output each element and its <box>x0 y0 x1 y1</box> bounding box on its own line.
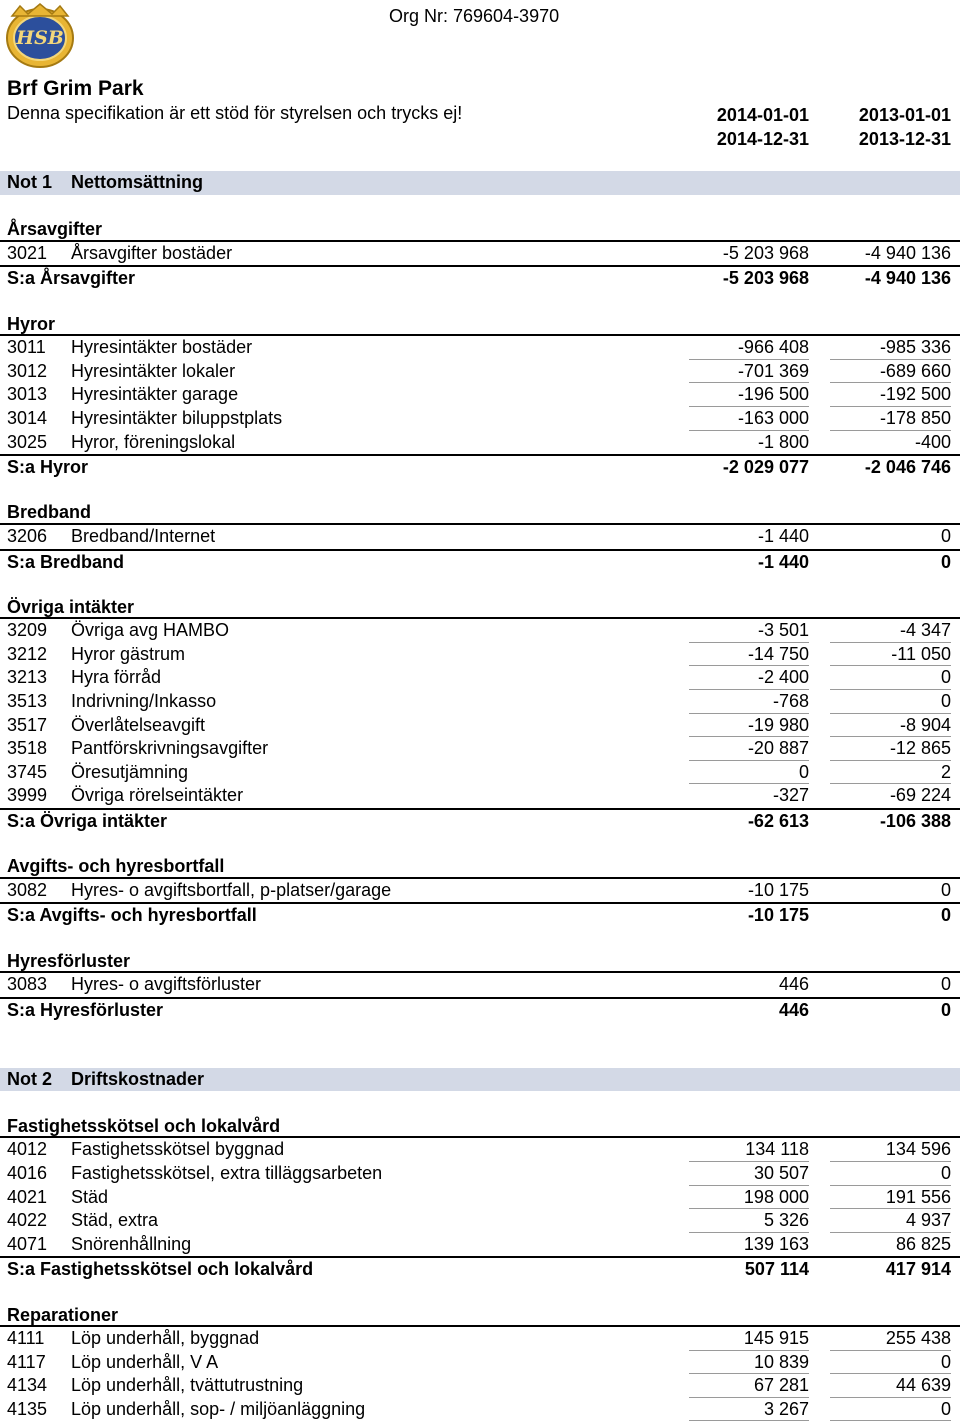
account-row <box>0 1374 960 1398</box>
account-description: Hyres- o avgiftsbortfall, p-platser/garage <box>71 879 392 900</box>
prior-value: 44 639 <box>895 1375 951 1396</box>
account-row <box>0 879 960 903</box>
period-current <box>669 103 809 151</box>
account-code: 3213 <box>7 667 48 688</box>
account-description: Hyresintäkter garage <box>71 384 239 405</box>
sum-row <box>0 902 960 926</box>
sum-label: S:a Övriga intäkter <box>7 811 168 832</box>
specification-table <box>0 171 960 1421</box>
spacer-row <box>0 1091 960 1115</box>
prior-value: -11 050 <box>891 643 951 664</box>
spacer-row <box>0 1044 960 1068</box>
section-heading <box>0 950 960 974</box>
period-prior-end: 2013-12-31 <box>858 129 951 149</box>
current-value: -966 408 <box>737 337 809 358</box>
current-value: 30 507 <box>753 1162 809 1183</box>
section-heading <box>0 1115 960 1139</box>
sum-row <box>0 454 960 478</box>
account-code: 3083 <box>7 974 48 995</box>
account-row <box>0 1138 960 1162</box>
account-row <box>0 1209 960 1233</box>
spacer-row <box>0 289 960 313</box>
sum-row <box>0 549 960 573</box>
account-row <box>0 1327 960 1351</box>
note-number: Not 1 <box>7 172 52 192</box>
account-description: Fastighetsskötsel, extra tilläggsarbeten <box>71 1162 383 1183</box>
account-row <box>0 431 960 455</box>
account-description: Städ, extra <box>71 1210 159 1231</box>
sum-current-value: -5 203 968 <box>722 268 809 289</box>
account-description: Hyra förråd <box>71 667 162 688</box>
value-underline <box>689 1420 809 1421</box>
prior-value: 4 937 <box>905 1210 951 1231</box>
account-row <box>0 242 960 266</box>
association-name: Brf Grim Park <box>7 77 144 100</box>
prior-value: 0 <box>940 691 951 712</box>
section-title: Fastighetsskötsel och lokalvård <box>7 1115 281 1136</box>
account-row <box>0 1233 960 1257</box>
spacer-row <box>0 832 960 856</box>
sum-prior-value: -4 940 136 <box>864 268 951 289</box>
account-code: 4134 <box>7 1375 48 1396</box>
account-row <box>0 336 960 360</box>
section-title: Hyror <box>7 313 56 334</box>
current-value: 134 118 <box>745 1139 809 1160</box>
account-code: 4016 <box>7 1162 48 1183</box>
note-number: Not 2 <box>7 1068 52 1089</box>
spacer-row <box>0 195 960 219</box>
account-code: 4071 <box>7 1233 48 1254</box>
note-title: Driftskostnader <box>71 1068 205 1089</box>
hsb-logo <box>2 2 78 72</box>
account-code: 3206 <box>7 525 48 546</box>
section-title: Avgifts- och hyresbortfall <box>7 856 225 877</box>
prior-value: 0 <box>940 879 951 900</box>
account-code: 4021 <box>7 1186 48 1207</box>
section-heading <box>0 1304 960 1328</box>
sum-row <box>0 997 960 1021</box>
section-heading <box>0 596 960 620</box>
prior-value: -178 850 <box>879 407 951 428</box>
prior-value: 2 <box>940 761 951 782</box>
current-value: -19 980 <box>747 714 809 735</box>
current-value: 3 267 <box>763 1398 809 1419</box>
account-row <box>0 1162 960 1186</box>
account-code: 3745 <box>7 761 48 782</box>
current-value: 446 <box>778 974 809 995</box>
account-row <box>0 761 960 785</box>
note-title: Nettomsättning <box>71 172 203 192</box>
period-current-start: 2014-01-01 <box>716 105 809 125</box>
section-title: Bredband <box>7 502 92 523</box>
section-title: Övriga intäkter <box>7 596 135 617</box>
spacer-row <box>0 1280 960 1304</box>
sum-prior-value: 0 <box>940 999 951 1020</box>
account-row <box>0 1398 960 1422</box>
account-description: Indrivning/Inkasso <box>71 691 217 712</box>
account-code: 3011 <box>7 337 46 358</box>
current-value: -1 800 <box>757 431 809 452</box>
prior-value: -12 865 <box>889 738 951 759</box>
account-description: Hyresintäkter lokaler <box>71 360 236 381</box>
current-value: 10 839 <box>753 1351 809 1372</box>
note-header <box>0 171 960 195</box>
sum-label: S:a Avgifts- och hyresbortfall <box>7 905 257 926</box>
account-description: Hyror gästrum <box>71 643 186 664</box>
period-prior-start: 2013-01-01 <box>858 105 951 125</box>
sum-prior-value: 0 <box>940 551 951 572</box>
prior-value: -985 336 <box>879 337 951 358</box>
account-row <box>0 383 960 407</box>
account-description: Löp underhåll, sop- / miljöanläggning <box>71 1398 366 1419</box>
account-description: Pantförskrivningsavgifter <box>71 738 269 759</box>
account-description: Övriga avg HAMBO <box>71 620 230 641</box>
account-description: Hyres- o avgiftsförluster <box>71 974 262 995</box>
account-code: 3082 <box>7 879 48 900</box>
account-description: Bredband/Internet <box>71 525 216 546</box>
current-value: -3 501 <box>757 620 809 641</box>
current-value: -2 400 <box>757 667 809 688</box>
current-value: 0 <box>798 761 809 782</box>
disclaimer-text: Denna specifikation är ett stöd för styrelsen och trycks ej! <box>7 103 463 123</box>
section-heading <box>0 855 960 879</box>
account-description: Hyresintäkter bostäder <box>71 337 253 358</box>
account-row <box>0 666 960 690</box>
sum-row <box>0 265 960 289</box>
current-value: 145 915 <box>743 1328 809 1349</box>
org-number: Org Nr: 769604-3970 <box>389 6 560 26</box>
account-description: Hyror, föreningslokal <box>71 431 236 452</box>
current-value: -163 000 <box>737 407 809 428</box>
account-row <box>0 643 960 667</box>
current-value: 5 326 <box>763 1210 809 1231</box>
section-heading <box>0 218 960 242</box>
account-description: Städ <box>71 1186 109 1207</box>
account-code: 3513 <box>7 691 48 712</box>
section-title: Hyresförluster <box>7 950 131 971</box>
current-value: 67 281 <box>753 1375 809 1396</box>
prior-value: 0 <box>940 667 951 688</box>
account-code: 4022 <box>7 1210 48 1231</box>
account-row <box>0 784 960 808</box>
account-row <box>0 714 960 738</box>
current-value: -768 <box>772 691 809 712</box>
prior-value: 0 <box>940 525 951 546</box>
account-description: Årsavgifter bostäder <box>71 242 233 263</box>
section-title: Årsavgifter <box>7 219 103 240</box>
account-description: Snörenhållning <box>71 1233 192 1254</box>
account-code: 3209 <box>7 620 48 641</box>
account-description: Övriga rörelseintäkter <box>71 785 244 806</box>
account-code: 3021 <box>7 242 48 263</box>
account-code: 3012 <box>7 360 48 381</box>
account-code: 3025 <box>7 431 48 452</box>
account-description: Löp underhåll, byggnad <box>71 1328 260 1349</box>
account-description: Överlåtelseavgift <box>71 714 206 735</box>
value-underline <box>830 1420 951 1421</box>
prior-value: 191 556 <box>885 1186 951 1207</box>
section-heading <box>0 313 960 337</box>
account-code: 4111 <box>7 1328 45 1349</box>
account-description: Fastighetsskötsel byggnad <box>71 1139 285 1160</box>
prior-value: -4 347 <box>899 620 951 641</box>
section-title: Reparationer <box>7 1304 119 1325</box>
prior-value: 86 825 <box>895 1233 951 1254</box>
sum-label: S:a Bredband <box>7 551 125 572</box>
spacer-row <box>0 478 960 502</box>
account-code: 3014 <box>7 407 48 428</box>
current-value: -14 750 <box>747 643 809 664</box>
prior-value: 255 438 <box>885 1328 951 1349</box>
section-heading <box>0 501 960 525</box>
account-row <box>0 360 960 384</box>
sum-current-value: -2 029 077 <box>722 457 809 478</box>
account-row <box>0 690 960 714</box>
account-code: 4012 <box>7 1139 48 1160</box>
account-row <box>0 973 960 997</box>
prior-value: 0 <box>940 1398 951 1419</box>
account-description: Hyresintäkter biluppstplats <box>71 407 283 428</box>
account-code: 3212 <box>7 643 48 664</box>
sum-prior-value: -2 046 746 <box>864 457 951 478</box>
sum-current-value: -62 613 <box>747 811 809 832</box>
account-code: 3518 <box>7 738 48 759</box>
account-row <box>0 525 960 549</box>
prior-value: 0 <box>940 1351 951 1372</box>
current-value: 198 000 <box>743 1186 809 1207</box>
account-code: 3517 <box>7 714 48 735</box>
current-value: -701 369 <box>737 360 809 381</box>
account-description: Löp underhåll, V A <box>71 1351 219 1372</box>
note-header <box>0 1068 960 1092</box>
account-row <box>0 1186 960 1210</box>
sum-row <box>0 1256 960 1280</box>
account-description: Öresutjämning <box>71 761 189 782</box>
period-current-end: 2014-12-31 <box>716 129 809 149</box>
account-code: 4135 <box>7 1398 48 1419</box>
prior-value: -4 940 136 <box>864 242 951 263</box>
svg-text:HSB: HSB <box>16 27 64 49</box>
prior-value: -689 660 <box>879 360 951 381</box>
spacer-row <box>0 572 960 596</box>
sum-label: S:a Fastighetsskötsel och lokalvård <box>7 1259 314 1280</box>
account-row <box>0 407 960 431</box>
account-code: 4117 <box>7 1351 46 1372</box>
prior-value: 0 <box>940 1162 951 1183</box>
sum-row <box>0 808 960 832</box>
sum-prior-value: 417 914 <box>885 1259 951 1280</box>
account-description: Löp underhåll, tvättutrustning <box>71 1375 304 1396</box>
account-code: 3999 <box>7 785 48 806</box>
period-prior <box>811 103 951 151</box>
current-value: -20 887 <box>747 738 809 759</box>
current-value: 139 163 <box>743 1233 809 1254</box>
account-row <box>0 619 960 643</box>
spacer-row <box>0 926 960 950</box>
sum-current-value: -1 440 <box>757 551 809 572</box>
sum-current-value: -10 175 <box>747 905 809 926</box>
account-code: 3013 <box>7 384 48 405</box>
sum-label: S:a Hyresförluster <box>7 999 164 1020</box>
prior-value: -400 <box>914 431 951 452</box>
account-row <box>0 1351 960 1375</box>
current-value: -10 175 <box>747 879 809 900</box>
current-value: -1 440 <box>757 525 809 546</box>
prior-value: -8 904 <box>899 714 951 735</box>
spacer-row <box>0 1020 960 1044</box>
sum-current-value: 446 <box>778 999 809 1020</box>
sum-label: S:a Hyror <box>7 457 89 478</box>
sum-prior-value: -106 388 <box>879 811 951 832</box>
prior-value: -192 500 <box>879 384 951 405</box>
current-value: -5 203 968 <box>722 242 809 263</box>
sum-prior-value: 0 <box>940 905 951 926</box>
sum-label: S:a Årsavgifter <box>7 268 136 289</box>
account-row <box>0 737 960 761</box>
current-value: -327 <box>772 785 809 806</box>
sum-current-value: 507 114 <box>744 1259 809 1280</box>
prior-value: -69 224 <box>889 785 951 806</box>
prior-value: 0 <box>940 974 951 995</box>
prior-value: 134 596 <box>885 1139 951 1160</box>
current-value: -196 500 <box>737 384 809 405</box>
